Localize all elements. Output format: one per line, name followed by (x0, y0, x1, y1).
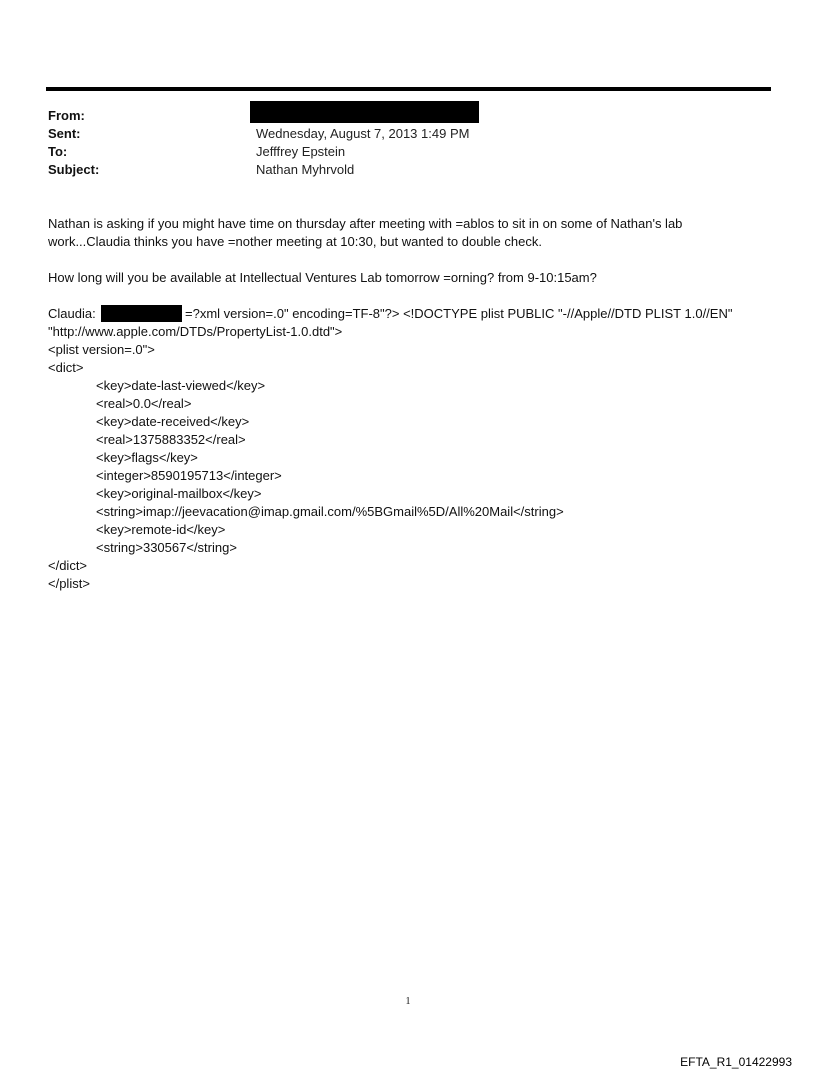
dict-line: <key>original-mailbox</key> (96, 486, 262, 501)
header-rule (46, 87, 771, 91)
dict-line: <key>flags</key> (96, 450, 198, 465)
plist-open: <plist version=.0"> (48, 342, 155, 357)
body-paragraph-2: How long will you be available at Intellectual Ventures Lab tomorrow =orning? from 9-10:15am? (48, 270, 597, 285)
dict-line: <real>1375883352</real> (96, 432, 246, 447)
dtd-line: "http://www.apple.com/DTDs/PropertyList-1.0.dtd"> (48, 324, 343, 339)
claudia-label: Claudia: (48, 306, 96, 321)
from-label: From: (48, 108, 85, 123)
dict-line: <real>0.0</real> (96, 396, 192, 411)
claudia-redaction (101, 305, 182, 322)
plist-close: </plist> (48, 576, 90, 591)
sent-label: Sent: (48, 126, 81, 141)
to-value: Jefffrey Epstein (256, 144, 346, 159)
from-redaction (250, 101, 479, 123)
dict-line: <string>330567</string> (96, 540, 237, 555)
body-paragraph-1-line-2: work...Claudia thinks you have =nother meeting at 10:30, but wanted to double check. (48, 234, 542, 249)
dict-line: <string>imap://jeevacation@imap.gmail.com/%5BGmail%5D/All%20Mail</string> (96, 504, 564, 519)
dict-line: <key>date-last-viewed</key> (96, 378, 266, 393)
sent-value: Wednesday, August 7, 2013 1:49 PM (256, 126, 470, 141)
bates-number: EFTA_R1_01422993 (680, 1055, 792, 1069)
dict-close: </dict> (48, 558, 88, 573)
to-label: To: (48, 144, 68, 159)
dict-line: <key>date-received</key> (96, 414, 250, 429)
body-paragraph-1-line-1: Nathan is asking if you might have time on thursday after meeting with =ablos to sit in on some of Nathan's lab (48, 216, 683, 231)
xml-declaration-line: =?xml version=.0" encoding=TF-8"?> <!DOCTYPE plist PUBLIC "-//Apple//DTD PLIST 1.0//EN" (185, 306, 733, 321)
subject-label: Subject: (48, 162, 100, 177)
page-number: 1 (405, 996, 411, 1007)
dict-line: <key>remote-id</key> (96, 522, 226, 537)
subject-value: Nathan Myhrvold (256, 162, 355, 177)
dict-line: <integer>8590195713</integer> (96, 468, 282, 483)
dict-open: <dict> (48, 360, 84, 375)
